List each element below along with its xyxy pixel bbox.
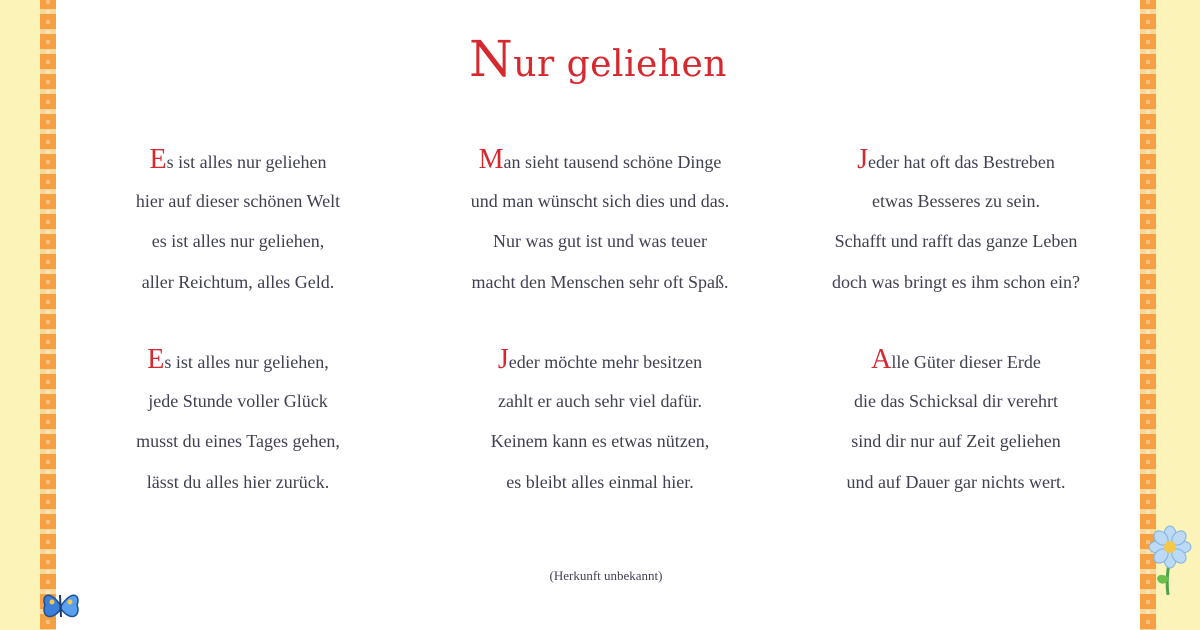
stanza-initial: A [871, 344, 892, 375]
stanza-initial: M [478, 144, 504, 175]
verse-line: und auf Dauer gar nichts wert. [846, 471, 1066, 492]
stanza [776, 140, 1136, 302]
verse-line: etwas Besseres zu sein. [872, 190, 1040, 211]
stanza-initial: E [149, 144, 167, 175]
poem-card [56, 0, 1140, 630]
title-initial: N [469, 30, 514, 88]
verse-text: s ist alles nur geliehen, [164, 352, 329, 372]
poem-column-2 [420, 140, 780, 540]
verse-line: es ist alles nur geliehen, [151, 231, 325, 251]
verse-text: an sieht tausend schöne Dinge [503, 152, 722, 172]
verse-line: Nur was gut ist und was teuer [493, 231, 707, 251]
verse-text: eder möchte mehr besitzen [508, 352, 703, 372]
poem-title [56, 30, 1140, 88]
verse-line [420, 140, 780, 181]
verse-line: jede Stunde voller Glück [148, 390, 328, 411]
verse-line: musst du eines Tages gehen, [136, 431, 340, 451]
stanza-initial: J [857, 144, 868, 175]
stanza [420, 340, 780, 502]
verse-line: lässt du alles hier zurück. [146, 471, 330, 492]
stanza-initial: E [147, 344, 165, 375]
verse-line: macht den Menschen sehr oft Spaß. [471, 271, 729, 292]
verse-line: Keinem kann es etwas nützen, [490, 431, 710, 451]
verse-line: hier auf dieser schönen Welt [135, 190, 341, 211]
stanza-initial: J [497, 344, 509, 375]
verse-line: aller Reichtum, alles Geld. [141, 271, 335, 292]
stanza [58, 140, 418, 302]
verse-line: sind dir nur auf Zeit geliehen [851, 431, 1061, 451]
verse-line [776, 340, 1136, 381]
verse-line: die das Schicksal dir verehrt [854, 390, 1058, 411]
verse-line: Schafft und rafft das ganze Leben [834, 231, 1078, 251]
verse-line: zahlt er auch sehr viel dafür. [498, 390, 702, 411]
verse-line [420, 340, 780, 381]
stanza [420, 140, 780, 302]
verse-line [776, 140, 1136, 181]
poem-column-3 [776, 140, 1136, 540]
verse-line [58, 340, 418, 381]
verse-line: und man wünscht sich dies und das. [470, 190, 730, 211]
left-border-stripes [40, 0, 56, 630]
verse-text: s ist alles nur geliehen [166, 152, 327, 172]
verse-line: es bleibt alles einmal hier. [506, 471, 694, 492]
stanza [776, 340, 1136, 502]
poem-source: (Herkunft unbekannt) [549, 568, 663, 583]
title-rest: ur geliehen [513, 44, 727, 85]
verse-text: eder hat oft das Bestreben [867, 152, 1055, 172]
verse-line: doch was bringt es ihm schon ein? [832, 271, 1080, 292]
flower-icon [1148, 525, 1192, 595]
stanza [58, 340, 418, 502]
verse-line [58, 140, 418, 181]
butterfly-icon [40, 585, 82, 627]
poem-column-1 [58, 140, 418, 540]
verse-text: lle Güter dieser Erde [891, 352, 1041, 372]
